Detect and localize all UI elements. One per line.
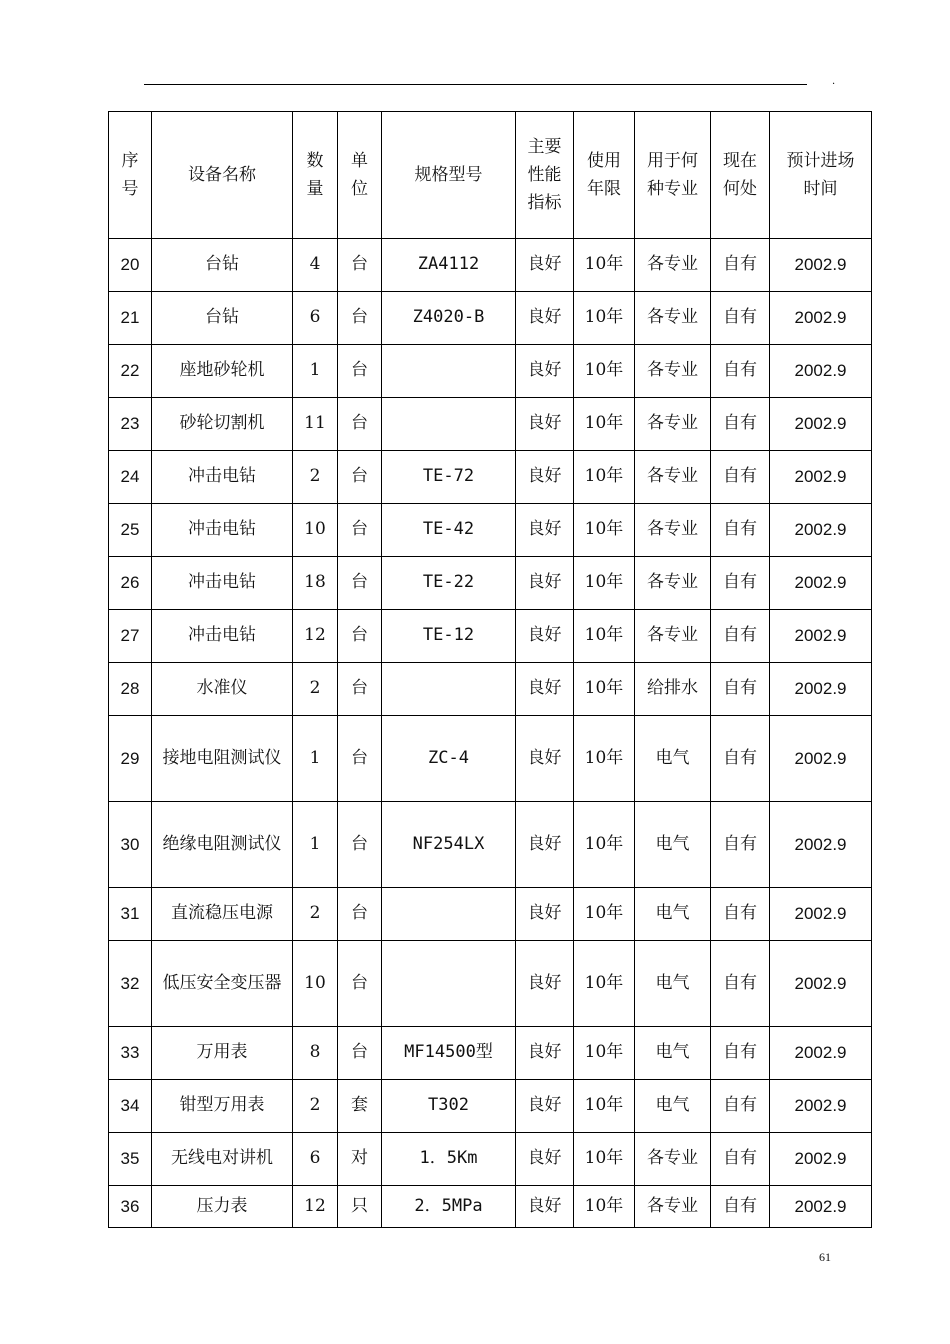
cell-performance: 良好 — [516, 941, 574, 1027]
cell-location: 自有 — [711, 1133, 770, 1186]
cell-specialty: 各专业 — [635, 1133, 711, 1186]
cell-performance: 良好 — [516, 663, 574, 716]
cell-arrival-date: 2002.9 — [770, 1027, 872, 1080]
cell-specialty: 各专业 — [635, 345, 711, 398]
cell-arrival-date: 2002.9 — [770, 1186, 872, 1228]
cell-model: T302 — [382, 1080, 516, 1133]
cell-performance: 良好 — [516, 802, 574, 888]
cell-arrival-date: 2002.9 — [770, 398, 872, 451]
header-unit: 单位 — [338, 112, 382, 239]
table-row — [109, 239, 872, 292]
cell-model: TE-22 — [382, 557, 516, 610]
cell-arrival-date: 2002.9 — [770, 663, 872, 716]
cell-arrival-date: 2002.9 — [770, 941, 872, 1027]
cell-name: 无线电对讲机 — [152, 1133, 293, 1186]
cell-unit: 台 — [338, 888, 382, 941]
cell-unit: 台 — [338, 451, 382, 504]
table-row — [109, 504, 872, 557]
cell-name: 水准仪 — [152, 663, 293, 716]
cell-unit: 台 — [338, 557, 382, 610]
cell-service-life: 10年 — [574, 1080, 635, 1133]
header-specialty: 用于何种专业 — [635, 112, 711, 239]
cell-qty: 10 — [293, 504, 338, 557]
cell-location: 自有 — [711, 1186, 770, 1228]
cell-arrival-date: 2002.9 — [770, 802, 872, 888]
cell-qty: 1 — [293, 716, 338, 802]
cell-qty: 11 — [293, 398, 338, 451]
cell-specialty: 各专业 — [635, 504, 711, 557]
cell-name: 冲击电钻 — [152, 610, 293, 663]
cell-model — [382, 663, 516, 716]
cell-location: 自有 — [711, 451, 770, 504]
cell-arrival-date: 2002.9 — [770, 504, 872, 557]
cell-qty: 2 — [293, 451, 338, 504]
cell-specialty: 各专业 — [635, 398, 711, 451]
cell-no: 31 — [109, 888, 152, 941]
cell-qty: 2 — [293, 1080, 338, 1133]
cell-no: 28 — [109, 663, 152, 716]
cell-service-life: 10年 — [574, 345, 635, 398]
cell-location: 自有 — [711, 292, 770, 345]
header-arrival-date: 预计进场时间 — [770, 112, 872, 239]
cell-unit: 台 — [338, 398, 382, 451]
cell-no: 24 — [109, 451, 152, 504]
page-number: 61 — [819, 1250, 831, 1264]
cell-model: TE-72 — [382, 451, 516, 504]
cell-name: 冲击电钻 — [152, 451, 293, 504]
header-model: 规格型号 — [382, 112, 516, 239]
cell-arrival-date: 2002.9 — [770, 239, 872, 292]
cell-qty: 8 — [293, 1027, 338, 1080]
cell-no: 34 — [109, 1080, 152, 1133]
cell-model: ZA4112 — [382, 239, 516, 292]
cell-specialty: 电气 — [635, 1027, 711, 1080]
cell-location: 自有 — [711, 398, 770, 451]
cell-specialty: 各专业 — [635, 1186, 711, 1228]
cell-unit: 台 — [338, 941, 382, 1027]
cell-specialty: 电气 — [635, 888, 711, 941]
cell-service-life: 10年 — [574, 504, 635, 557]
cell-location: 自有 — [711, 1027, 770, 1080]
cell-specialty: 电气 — [635, 802, 711, 888]
cell-arrival-date: 2002.9 — [770, 888, 872, 941]
cell-location: 自有 — [711, 1080, 770, 1133]
cell-performance: 良好 — [516, 557, 574, 610]
cell-model: TE-12 — [382, 610, 516, 663]
cell-location: 自有 — [711, 504, 770, 557]
header-mark: . — [832, 76, 836, 87]
cell-arrival-date: 2002.9 — [770, 1080, 872, 1133]
cell-name: 直流稳压电源 — [152, 888, 293, 941]
cell-service-life: 10年 — [574, 239, 635, 292]
cell-performance: 良好 — [516, 1186, 574, 1228]
cell-no: 25 — [109, 504, 152, 557]
cell-service-life: 10年 — [574, 1133, 635, 1186]
table-row — [109, 1080, 872, 1133]
cell-name: 砂轮切割机 — [152, 398, 293, 451]
cell-performance: 良好 — [516, 292, 574, 345]
cell-qty: 1 — [293, 345, 338, 398]
cell-name: 压力表 — [152, 1186, 293, 1228]
cell-unit: 台 — [338, 716, 382, 802]
cell-model: ZC-4 — [382, 716, 516, 802]
cell-name: 万用表 — [152, 1027, 293, 1080]
cell-performance: 良好 — [516, 716, 574, 802]
cell-model: 1．5Km — [382, 1133, 516, 1186]
table-row — [109, 1133, 872, 1186]
cell-location: 自有 — [711, 239, 770, 292]
table-row — [109, 1186, 872, 1228]
table-row — [109, 802, 872, 888]
equipment-table — [108, 111, 872, 1228]
cell-specialty: 各专业 — [635, 610, 711, 663]
cell-qty: 18 — [293, 557, 338, 610]
cell-performance: 良好 — [516, 504, 574, 557]
cell-name: 台钻 — [152, 292, 293, 345]
cell-model — [382, 345, 516, 398]
cell-location: 自有 — [711, 941, 770, 1027]
cell-unit: 台 — [338, 239, 382, 292]
cell-name: 冲击电钻 — [152, 504, 293, 557]
cell-unit: 台 — [338, 802, 382, 888]
table-row — [109, 451, 872, 504]
table-row — [109, 1027, 872, 1080]
cell-qty: 1 — [293, 802, 338, 888]
cell-no: 32 — [109, 941, 152, 1027]
cell-unit: 台 — [338, 292, 382, 345]
cell-name: 接地电阻测试仪 — [152, 716, 293, 802]
cell-arrival-date: 2002.9 — [770, 451, 872, 504]
cell-unit: 台 — [338, 345, 382, 398]
cell-qty: 6 — [293, 1133, 338, 1186]
cell-qty: 12 — [293, 610, 338, 663]
cell-arrival-date: 2002.9 — [770, 345, 872, 398]
cell-model: NF254LX — [382, 802, 516, 888]
table-row — [109, 716, 872, 802]
cell-service-life: 10年 — [574, 292, 635, 345]
cell-specialty: 电气 — [635, 941, 711, 1027]
cell-name: 钳型万用表 — [152, 1080, 293, 1133]
cell-name: 绝缘电阻测试仪 — [152, 802, 293, 888]
cell-unit: 台 — [338, 504, 382, 557]
cell-qty: 10 — [293, 941, 338, 1027]
cell-location: 自有 — [711, 663, 770, 716]
cell-qty: 12 — [293, 1186, 338, 1228]
cell-arrival-date: 2002.9 — [770, 716, 872, 802]
cell-service-life: 10年 — [574, 451, 635, 504]
cell-performance: 良好 — [516, 1080, 574, 1133]
cell-specialty: 各专业 — [635, 239, 711, 292]
cell-arrival-date: 2002.9 — [770, 292, 872, 345]
header-performance: 主要性能指标 — [516, 112, 574, 239]
table-row — [109, 663, 872, 716]
cell-unit: 套 — [338, 1080, 382, 1133]
header-location: 现在何处 — [711, 112, 770, 239]
cell-model: MF14500型 — [382, 1027, 516, 1080]
cell-unit: 台 — [338, 663, 382, 716]
cell-qty: 2 — [293, 663, 338, 716]
cell-model: Z4020-B — [382, 292, 516, 345]
cell-location: 自有 — [711, 610, 770, 663]
cell-qty: 6 — [293, 292, 338, 345]
cell-name: 座地砂轮机 — [152, 345, 293, 398]
cell-model: TE-42 — [382, 504, 516, 557]
cell-specialty: 电气 — [635, 1080, 711, 1133]
cell-specialty: 各专业 — [635, 292, 711, 345]
cell-no: 33 — [109, 1027, 152, 1080]
cell-name: 台钻 — [152, 239, 293, 292]
cell-name: 冲击电钻 — [152, 557, 293, 610]
cell-unit: 台 — [338, 610, 382, 663]
cell-specialty: 各专业 — [635, 451, 711, 504]
cell-specialty: 给排水 — [635, 663, 711, 716]
cell-qty: 2 — [293, 888, 338, 941]
cell-location: 自有 — [711, 888, 770, 941]
cell-model: 2．5MPa — [382, 1186, 516, 1228]
cell-service-life: 10年 — [574, 941, 635, 1027]
cell-unit: 只 — [338, 1186, 382, 1228]
cell-qty: 4 — [293, 239, 338, 292]
cell-model — [382, 888, 516, 941]
cell-no: 23 — [109, 398, 152, 451]
header-name: 设备名称 — [152, 112, 293, 239]
cell-location: 自有 — [711, 716, 770, 802]
cell-arrival-date: 2002.9 — [770, 610, 872, 663]
cell-performance: 良好 — [516, 1133, 574, 1186]
header-rule — [144, 84, 807, 85]
cell-no: 21 — [109, 292, 152, 345]
cell-no: 20 — [109, 239, 152, 292]
cell-service-life: 10年 — [574, 663, 635, 716]
cell-performance: 良好 — [516, 610, 574, 663]
cell-specialty: 各专业 — [635, 557, 711, 610]
cell-performance: 良好 — [516, 239, 574, 292]
cell-specialty: 电气 — [635, 716, 711, 802]
table-row — [109, 610, 872, 663]
cell-arrival-date: 2002.9 — [770, 557, 872, 610]
cell-performance: 良好 — [516, 888, 574, 941]
table-row — [109, 292, 872, 345]
cell-no: 35 — [109, 1133, 152, 1186]
cell-service-life: 10年 — [574, 1186, 635, 1228]
cell-service-life: 10年 — [574, 1027, 635, 1080]
cell-name: 低压安全变压器 — [152, 941, 293, 1027]
cell-model — [382, 941, 516, 1027]
cell-model — [382, 398, 516, 451]
cell-service-life: 10年 — [574, 398, 635, 451]
cell-performance: 良好 — [516, 345, 574, 398]
cell-location: 自有 — [711, 557, 770, 610]
table-row — [109, 888, 872, 941]
cell-location: 自有 — [711, 802, 770, 888]
cell-performance: 良好 — [516, 1027, 574, 1080]
cell-performance: 良好 — [516, 451, 574, 504]
cell-no: 26 — [109, 557, 152, 610]
header-no: 序号 — [109, 112, 152, 239]
table-row — [109, 557, 872, 610]
table-header-row — [109, 112, 872, 239]
table-row — [109, 345, 872, 398]
cell-performance: 良好 — [516, 398, 574, 451]
cell-no: 36 — [109, 1186, 152, 1228]
cell-service-life: 10年 — [574, 610, 635, 663]
cell-no: 30 — [109, 802, 152, 888]
cell-service-life: 10年 — [574, 888, 635, 941]
cell-no: 29 — [109, 716, 152, 802]
cell-service-life: 10年 — [574, 802, 635, 888]
header-qty: 数量 — [293, 112, 338, 239]
cell-location: 自有 — [711, 345, 770, 398]
cell-unit: 对 — [338, 1133, 382, 1186]
cell-arrival-date: 2002.9 — [770, 1133, 872, 1186]
cell-no: 22 — [109, 345, 152, 398]
table-row — [109, 941, 872, 1027]
cell-unit: 台 — [338, 1027, 382, 1080]
cell-service-life: 10年 — [574, 557, 635, 610]
header-service-life: 使用年限 — [574, 112, 635, 239]
cell-service-life: 10年 — [574, 716, 635, 802]
table-row — [109, 398, 872, 451]
cell-no: 27 — [109, 610, 152, 663]
